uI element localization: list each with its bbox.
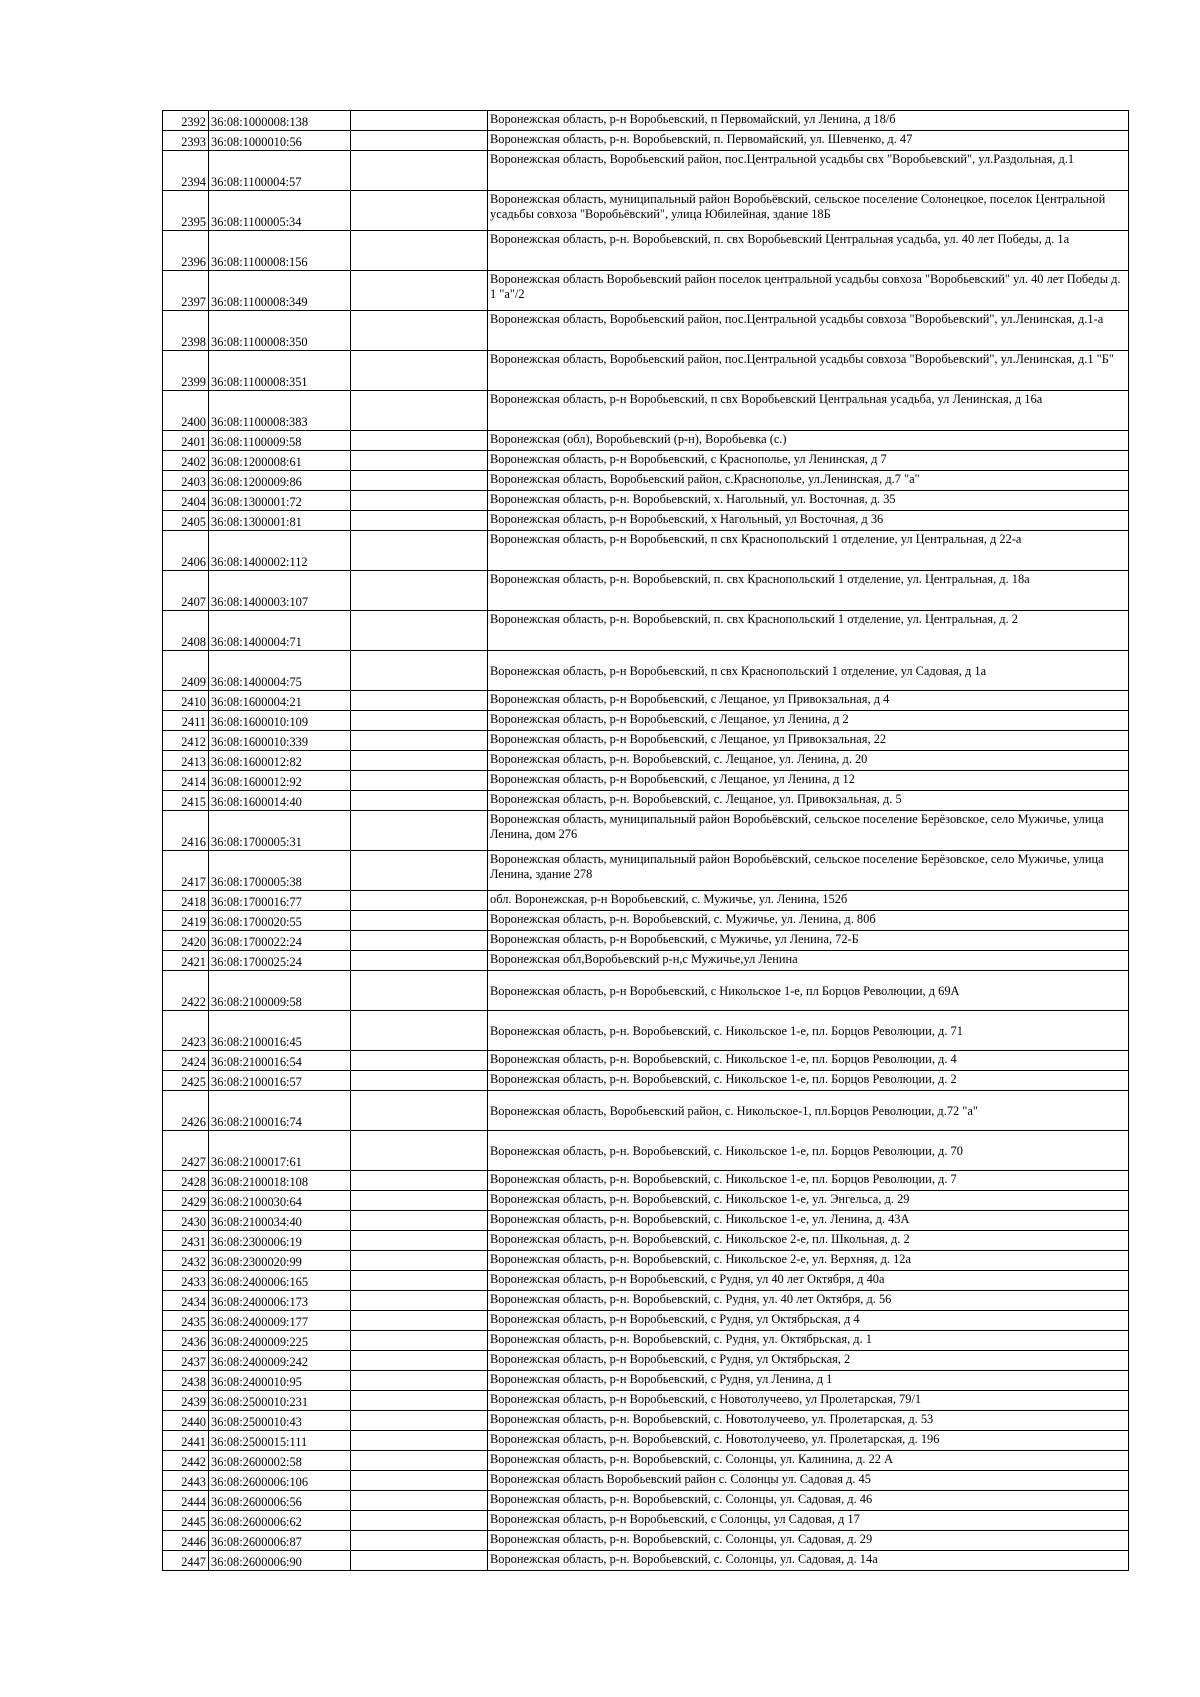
row-number: 2414 — [163, 771, 209, 791]
table-row — [163, 851, 1129, 891]
empty-cell — [351, 971, 488, 1011]
cadastral-number: 36:08:2100017:61 — [209, 1131, 351, 1171]
row-number: 2416 — [163, 811, 209, 851]
cadastral-number: 36:08:1100009:58 — [209, 431, 351, 451]
cadastral-number: 36:08:1700005:38 — [209, 851, 351, 891]
cadastral-number: 36:08:1000008:138 — [209, 111, 351, 131]
table-row — [163, 1251, 1129, 1271]
address-cell: Воронежская область, Воробьевский район, пос.Центральной усадьбы совхоза "Воробьевский", ул.Ленинская, д.1 "Б" — [488, 351, 1129, 391]
address-cell: Воронежская область, р-н. Воробьевский, п. свх Краснопольский 1 отделение, ул. Центральная, д. 18а — [488, 571, 1129, 611]
table-row — [163, 271, 1129, 311]
cadastral-number: 36:08:2400009:225 — [209, 1331, 351, 1351]
empty-cell — [351, 851, 488, 891]
empty-cell — [351, 1131, 488, 1171]
table-row — [163, 711, 1129, 731]
cadastral-number: 36:08:2400010:95 — [209, 1371, 351, 1391]
table-row — [163, 1271, 1129, 1291]
table-row — [163, 571, 1129, 611]
cadastral-number: 36:08:1400003:107 — [209, 571, 351, 611]
table-row — [163, 911, 1129, 931]
row-number: 2433 — [163, 1271, 209, 1291]
address-cell: Воронежская область, р-н Воробьевский, с Рудня, ул Октябрьская, д 4 — [488, 1311, 1129, 1331]
table-row — [163, 511, 1129, 531]
cadastral-number: 36:08:1600014:40 — [209, 791, 351, 811]
cadastral-number: 36:08:2600002:58 — [209, 1451, 351, 1471]
address-cell: Воронежская область, р-н. Воробьевский, п. свх Воробьевский Центральная усадьба, ул. 40 лет Победы, д. 1а — [488, 231, 1129, 271]
row-number: 2412 — [163, 731, 209, 751]
row-number: 2430 — [163, 1211, 209, 1231]
table-row — [163, 1291, 1129, 1311]
table-row — [163, 391, 1129, 431]
empty-cell — [351, 531, 488, 571]
empty-cell — [351, 891, 488, 911]
address-cell: Воронежская область, муниципальный район Воробьёвский, сельское поселение Берёзовское, село Мужичье, улица Ленина, дом 276 — [488, 811, 1129, 851]
cadastral-number: 36:08:1100008:351 — [209, 351, 351, 391]
row-number: 2434 — [163, 1291, 209, 1311]
row-number: 2425 — [163, 1071, 209, 1091]
cadastral-number: 36:08:1700020:55 — [209, 911, 351, 931]
table-row — [163, 1471, 1129, 1491]
address-cell: Воронежская область, р-н Воробьевский, п свх Краснопольский 1 отделение, ул Садовая, д 1а — [488, 651, 1129, 691]
empty-cell — [351, 1471, 488, 1491]
address-cell: Воронежская область, р-н Воробьевский, с Краснополье, ул Ленинская, д 7 — [488, 451, 1129, 471]
empty-cell — [351, 1511, 488, 1531]
row-number: 2417 — [163, 851, 209, 891]
row-number: 2399 — [163, 351, 209, 391]
table-row — [163, 1191, 1129, 1211]
cadastral-number: 36:08:1100008:383 — [209, 391, 351, 431]
cadastral-number: 36:08:2100016:45 — [209, 1011, 351, 1051]
cadastral-number: 36:08:2400006:173 — [209, 1291, 351, 1311]
empty-cell — [351, 471, 488, 491]
property-registry-table — [162, 110, 1129, 1571]
address-cell: Воронежская область, р-н. Воробьевский, с. Никольское 1-е, пл. Борцов Революции, д. 70 — [488, 1131, 1129, 1171]
row-number: 2432 — [163, 1251, 209, 1271]
cadastral-number: 36:08:2600006:90 — [209, 1551, 351, 1571]
table-row — [163, 151, 1129, 191]
table-row — [163, 1491, 1129, 1511]
address-cell: Воронежская область, р-н Воробьевский, с Рудня, ул 40 лет Октября, д 40а — [488, 1271, 1129, 1291]
address-cell: Воронежская область, р-н. Воробьевский, п. Первомайский, ул. Шевченко, д. 47 — [488, 131, 1129, 151]
cadastral-number: 36:08:2100030:64 — [209, 1191, 351, 1211]
address-cell: Воронежская область, р-н. Воробьевский, с. Никольское 1-е, пл. Борцов Революции, д. 2 — [488, 1071, 1129, 1091]
empty-cell — [351, 1331, 488, 1351]
cadastral-number: 36:08:1600010:339 — [209, 731, 351, 751]
cadastral-number: 36:08:2100034:40 — [209, 1211, 351, 1231]
table-row — [163, 1351, 1129, 1371]
empty-cell — [351, 1411, 488, 1431]
table-row — [163, 471, 1129, 491]
empty-cell — [351, 1371, 488, 1391]
row-number: 2423 — [163, 1011, 209, 1051]
cadastral-number: 36:08:2600006:62 — [209, 1511, 351, 1531]
cadastral-number: 36:08:2400009:177 — [209, 1311, 351, 1331]
empty-cell — [351, 811, 488, 851]
cadastral-number: 36:08:2300020:99 — [209, 1251, 351, 1271]
row-number: 2397 — [163, 271, 209, 311]
address-cell: Воронежская область, Воробьевский район, пос.Центральной усадьбы свх "Воробьевский", ул.Раздольная, д.1 — [488, 151, 1129, 191]
table-row — [163, 1511, 1129, 1531]
empty-cell — [351, 911, 488, 931]
table-row — [163, 1171, 1129, 1191]
address-cell: Воронежская область, р-н Воробьевский, с Лещаное, ул Ленина, д 12 — [488, 771, 1129, 791]
row-number: 2405 — [163, 511, 209, 531]
empty-cell — [351, 771, 488, 791]
address-cell: Воронежская область Воробьевский район поселок центральной усадьбы совхоза "Воробьевский" ул. 40 лет Победы д. 1 "а"/2 — [488, 271, 1129, 311]
cadastral-number: 36:08:2400006:165 — [209, 1271, 351, 1291]
row-number: 2410 — [163, 691, 209, 711]
address-cell: Воронежская область, р-н Воробьевский, с Лещаное, ул Привокзальная, 22 — [488, 731, 1129, 751]
table-row — [163, 1391, 1129, 1411]
empty-cell — [351, 151, 488, 191]
row-number: 2441 — [163, 1431, 209, 1451]
address-cell: Воронежская область, Воробьевский район, пос.Центральной усадьбы совхоза "Воробьевский", ул.Ленинская, д.1-а — [488, 311, 1129, 351]
empty-cell — [351, 1291, 488, 1311]
address-cell: Воронежская область, р-н. Воробьевский, с. Никольское 1-е, пл. Борцов Революции, д. 71 — [488, 1011, 1129, 1051]
empty-cell — [351, 1271, 488, 1291]
table-row — [163, 1231, 1129, 1251]
cadastral-number: 36:08:1400004:75 — [209, 651, 351, 691]
address-cell: Воронежская обл,Воробьевский р-н,с Мужичье,ул Ленина — [488, 951, 1129, 971]
empty-cell — [351, 611, 488, 651]
cadastral-number: 36:08:2500010:231 — [209, 1391, 351, 1411]
cadastral-number: 36:08:2400009:242 — [209, 1351, 351, 1371]
empty-cell — [351, 1091, 488, 1131]
row-number: 2442 — [163, 1451, 209, 1471]
address-cell: обл. Воронежская, р-н Воробьевский, с. Мужичье, ул. Ленина, 152б — [488, 891, 1129, 911]
row-number: 2392 — [163, 111, 209, 131]
address-cell: Воронежская область, р-н. Воробьевский, с. Рудня, ул. 40 лет Октября, д. 56 — [488, 1291, 1129, 1311]
row-number: 2418 — [163, 891, 209, 911]
cadastral-number: 36:08:2100018:108 — [209, 1171, 351, 1191]
table-row — [163, 1311, 1129, 1331]
row-number: 2420 — [163, 931, 209, 951]
row-number: 2436 — [163, 1331, 209, 1351]
row-number: 2429 — [163, 1191, 209, 1211]
address-cell: Воронежская область, р-н Воробьевский, с Лещаное, ул Ленина, д 2 — [488, 711, 1129, 731]
address-cell: Воронежская область, р-н. Воробьевский, п. свх Краснопольский 1 отделение, ул. Центральная, д. 2 — [488, 611, 1129, 651]
empty-cell — [351, 451, 488, 471]
empty-cell — [351, 391, 488, 431]
address-cell: Воронежская область, р-н. Воробьевский, с. Лещаное, ул. Ленина, д. 20 — [488, 751, 1129, 771]
address-cell: Воронежская область, р-н. Воробьевский, с. Новотолучеево, ул. Пролетарская, д. 53 — [488, 1411, 1129, 1431]
empty-cell — [351, 1491, 488, 1511]
row-number: 2398 — [163, 311, 209, 351]
cadastral-number: 36:08:1300001:81 — [209, 511, 351, 531]
table-row — [163, 1071, 1129, 1091]
address-cell: Воронежская область, муниципальный район Воробьёвский, сельское поселение Берёзовское, село Мужичье, улица Ленина, здание 278 — [488, 851, 1129, 891]
row-number: 2406 — [163, 531, 209, 571]
table-row — [163, 1211, 1129, 1231]
empty-cell — [351, 271, 488, 311]
row-number: 2407 — [163, 571, 209, 611]
row-number: 2444 — [163, 1491, 209, 1511]
row-number: 2404 — [163, 491, 209, 511]
row-number: 2413 — [163, 751, 209, 771]
cadastral-number: 36:08:1700005:31 — [209, 811, 351, 851]
cadastral-number: 36:08:1600012:92 — [209, 771, 351, 791]
empty-cell — [351, 951, 488, 971]
cadastral-number: 36:08:1400002:112 — [209, 531, 351, 571]
empty-cell — [351, 111, 488, 131]
empty-cell — [351, 751, 488, 771]
empty-cell — [351, 1391, 488, 1411]
table-row — [163, 191, 1129, 231]
row-number: 2426 — [163, 1091, 209, 1131]
table-row — [163, 1331, 1129, 1351]
empty-cell — [351, 1451, 488, 1471]
row-number: 2447 — [163, 1551, 209, 1571]
empty-cell — [351, 1191, 488, 1211]
address-cell: Воронежская область, р-н Воробьевский, с Новотолучеево, ул Пролетарская, 79/1 — [488, 1391, 1129, 1411]
address-cell: Воронежская область, Воробьевский район, с.Краснополье, ул.Ленинская, д.7 "а" — [488, 471, 1129, 491]
row-number: 2443 — [163, 1471, 209, 1491]
table-row — [163, 231, 1129, 271]
table-row — [163, 1011, 1129, 1051]
address-cell: Воронежская область, р-н. Воробьевский, с. Мужичье, ул. Ленина, д. 80б — [488, 911, 1129, 931]
table-row — [163, 971, 1129, 1011]
row-number: 2419 — [163, 911, 209, 931]
cadastral-number: 36:08:1200009:86 — [209, 471, 351, 491]
table-row — [163, 931, 1129, 951]
cadastral-number: 36:08:1100008:156 — [209, 231, 351, 271]
row-number: 2411 — [163, 711, 209, 731]
table-row — [163, 1411, 1129, 1431]
empty-cell — [351, 731, 488, 751]
table-row — [163, 1091, 1129, 1131]
address-cell: Воронежская область, р-н Воробьевский, х Нагольный, ул Восточная, д 36 — [488, 511, 1129, 531]
empty-cell — [351, 491, 488, 511]
empty-cell — [351, 311, 488, 351]
cadastral-number: 36:08:2300006:19 — [209, 1231, 351, 1251]
row-number: 2400 — [163, 391, 209, 431]
address-cell: Воронежская область, р-н Воробьевский, п свх Краснопольский 1 отделение, ул Центральная, д 22-а — [488, 531, 1129, 571]
table-row — [163, 1131, 1129, 1171]
table-row — [163, 731, 1129, 751]
cadastral-number: 36:08:2100016:54 — [209, 1051, 351, 1071]
table-row — [163, 811, 1129, 851]
address-cell: Воронежская область, р-н Воробьевский, с Мужичье, ул Ленина, 72-Б — [488, 931, 1129, 951]
cadastral-number: 36:08:2600006:87 — [209, 1531, 351, 1551]
address-cell: Воронежская область, муниципальный район Воробьёвский, сельское поселение Солонецкое, поселок Центральной усадьбы совхоза "Воробьёвский", улица Юбилейная, здание 18Б — [488, 191, 1129, 231]
cadastral-number: 36:08:1100005:34 — [209, 191, 351, 231]
row-number: 2395 — [163, 191, 209, 231]
cadastral-number: 36:08:1200008:61 — [209, 451, 351, 471]
table-row — [163, 1451, 1129, 1471]
empty-cell — [351, 1071, 488, 1091]
row-number: 2421 — [163, 951, 209, 971]
cadastral-number: 36:08:1700016:77 — [209, 891, 351, 911]
table-row — [163, 951, 1129, 971]
empty-cell — [351, 791, 488, 811]
address-cell: Воронежская область, р-н. Воробьевский, с. Никольское 1-е, пл. Борцов Революции, д. 4 — [488, 1051, 1129, 1071]
address-cell: Воронежская область, р-н Воробьевский, с Солонцы, ул Садовая, д 17 — [488, 1511, 1129, 1531]
empty-cell — [351, 1531, 488, 1551]
empty-cell — [351, 711, 488, 731]
cadastral-number: 36:08:1100008:350 — [209, 311, 351, 351]
row-number: 2427 — [163, 1131, 209, 1171]
address-cell: Воронежская область, р-н Воробьевский, п свх Воробьевский Центральная усадьба, ул Ленинская, д 16а — [488, 391, 1129, 431]
address-cell: Воронежская (обл), Воробьевский (р-н), Воробьевка (с.) — [488, 431, 1129, 451]
empty-cell — [351, 691, 488, 711]
empty-cell — [351, 1551, 488, 1571]
table-row — [163, 771, 1129, 791]
empty-cell — [351, 131, 488, 151]
cadastral-number: 36:08:2500015:111 — [209, 1431, 351, 1451]
cadastral-number: 36:08:2600006:106 — [209, 1471, 351, 1491]
address-cell: Воронежская область, р-н. Воробьевский, с. Никольское 1-е, ул. Ленина, д. 43А — [488, 1211, 1129, 1231]
table-row — [163, 451, 1129, 471]
cadastral-number: 36:08:2600006:56 — [209, 1491, 351, 1511]
row-number: 2402 — [163, 451, 209, 471]
cadastral-number: 36:08:2500010:43 — [209, 1411, 351, 1431]
address-cell: Воронежская область, р-н Воробьевский, с Никольское 1-е, пл Борцов Революции, д 69А — [488, 971, 1129, 1011]
address-cell: Воронежская область, р-н. Воробьевский, с. Никольское 2-е, пл. Школьная, д. 2 — [488, 1231, 1129, 1251]
empty-cell — [351, 431, 488, 451]
address-cell: Воронежская область, р-н. Воробьевский, с. Солонцы, ул. Садовая, д. 29 — [488, 1531, 1129, 1551]
cadastral-number: 36:08:1600004:21 — [209, 691, 351, 711]
row-number: 2438 — [163, 1371, 209, 1391]
row-number: 2440 — [163, 1411, 209, 1431]
address-cell: Воронежская область, р-н. Воробьевский, с. Солонцы, ул. Садовая, д. 46 — [488, 1491, 1129, 1511]
cadastral-number: 36:08:1600010:109 — [209, 711, 351, 731]
table-row — [163, 691, 1129, 711]
table-row — [163, 891, 1129, 911]
cadastral-number: 36:08:1100008:349 — [209, 271, 351, 311]
cadastral-number: 36:08:2100009:58 — [209, 971, 351, 1011]
row-number: 2445 — [163, 1511, 209, 1531]
row-number: 2403 — [163, 471, 209, 491]
table-row — [163, 1371, 1129, 1391]
address-cell: Воронежская область, р-н. Воробьевский, с. Никольское 2-е, ул. Верхняя, д. 12а — [488, 1251, 1129, 1271]
address-cell: Воронежская область, р-н Воробьевский, с Лещаное, ул Привокзальная, д 4 — [488, 691, 1129, 711]
table-row — [163, 1531, 1129, 1551]
address-cell: Воронежская область, р-н. Воробьевский, с. Солонцы, ул. Садовая, д. 14а — [488, 1551, 1129, 1571]
empty-cell — [351, 1351, 488, 1371]
empty-cell — [351, 1231, 488, 1251]
row-number: 2393 — [163, 131, 209, 151]
row-number: 2431 — [163, 1231, 209, 1251]
empty-cell — [351, 1011, 488, 1051]
row-number: 2439 — [163, 1391, 209, 1411]
row-number: 2415 — [163, 791, 209, 811]
empty-cell — [351, 651, 488, 691]
cadastral-number: 36:08:1700025:24 — [209, 951, 351, 971]
address-cell: Воронежская область, р-н Воробьевский, п Первомайский, ул Ленина, д 18/б — [488, 111, 1129, 131]
table-row — [163, 531, 1129, 571]
empty-cell — [351, 1431, 488, 1451]
table-row — [163, 1551, 1129, 1571]
cadastral-number: 36:08:1400004:71 — [209, 611, 351, 651]
cadastral-number: 36:08:1100004:57 — [209, 151, 351, 191]
row-number: 2422 — [163, 971, 209, 1011]
address-cell: Воронежская область, р-н. Воробьевский, с. Никольское 1-е, ул. Энгельса, д. 29 — [488, 1191, 1129, 1211]
row-number: 2437 — [163, 1351, 209, 1371]
table-row — [163, 351, 1129, 391]
address-cell: Воронежская область, р-н. Воробьевский, с. Солонцы, ул. Калинина, д. 22 А — [488, 1451, 1129, 1471]
cadastral-number: 36:08:1700022:24 — [209, 931, 351, 951]
table-row — [163, 651, 1129, 691]
row-number: 2435 — [163, 1311, 209, 1331]
address-cell: Воронежская область, р-н. Воробьевский, с. Никольское 1-е, пл. Борцов Революции, д. 7 — [488, 1171, 1129, 1191]
address-cell: Воронежская область, р-н. Воробьевский, х. Нагольный, ул. Восточная, д. 35 — [488, 491, 1129, 511]
address-cell: Воронежская область, Воробьевский район, с. Никольское-1, пл.Борцов Революции, д.72 "а" — [488, 1091, 1129, 1131]
row-number: 2396 — [163, 231, 209, 271]
row-number: 2409 — [163, 651, 209, 691]
cadastral-number: 36:08:1600012:82 — [209, 751, 351, 771]
table-row — [163, 1431, 1129, 1451]
address-cell: Воронежская область Воробьевский район с. Солонцы ул. Садовая д. 45 — [488, 1471, 1129, 1491]
row-number: 2428 — [163, 1171, 209, 1191]
table-row — [163, 791, 1129, 811]
cadastral-number: 36:08:2100016:57 — [209, 1071, 351, 1091]
table-row — [163, 611, 1129, 651]
address-cell: Воронежская область, р-н Воробьевский, с Рудня, ул Ленина, д 1 — [488, 1371, 1129, 1391]
empty-cell — [351, 1311, 488, 1331]
empty-cell — [351, 571, 488, 611]
row-number: 2408 — [163, 611, 209, 651]
empty-cell — [351, 1251, 488, 1271]
address-cell: Воронежская область, р-н Воробьевский, с Рудня, ул Октябрьская, 2 — [488, 1351, 1129, 1371]
address-cell: Воронежская область, р-н. Воробьевский, с. Рудня, ул. Октябрьская, д. 1 — [488, 1331, 1129, 1351]
row-number: 2446 — [163, 1531, 209, 1551]
empty-cell — [351, 351, 488, 391]
empty-cell — [351, 1171, 488, 1191]
address-cell: Воронежская область, р-н. Воробьевский, с. Лещаное, ул. Привокзальная, д. 5 — [488, 791, 1129, 811]
registry-body — [163, 111, 1129, 1571]
empty-cell — [351, 931, 488, 951]
empty-cell — [351, 1211, 488, 1231]
table-row — [163, 491, 1129, 511]
table-row — [163, 1051, 1129, 1071]
row-number: 2401 — [163, 431, 209, 451]
table-row — [163, 751, 1129, 771]
cadastral-number: 36:08:1300001:72 — [209, 491, 351, 511]
table-row — [163, 111, 1129, 131]
row-number: 2394 — [163, 151, 209, 191]
table-row — [163, 431, 1129, 451]
empty-cell — [351, 191, 488, 231]
empty-cell — [351, 511, 488, 531]
cadastral-number: 36:08:2100016:74 — [209, 1091, 351, 1131]
row-number: 2424 — [163, 1051, 209, 1071]
empty-cell — [351, 1051, 488, 1071]
table-row — [163, 311, 1129, 351]
address-cell: Воронежская область, р-н. Воробьевский, с. Новотолучеево, ул. Пролетарская, д. 196 — [488, 1431, 1129, 1451]
cadastral-number: 36:08:1000010:56 — [209, 131, 351, 151]
table-row — [163, 131, 1129, 151]
empty-cell — [351, 231, 488, 271]
